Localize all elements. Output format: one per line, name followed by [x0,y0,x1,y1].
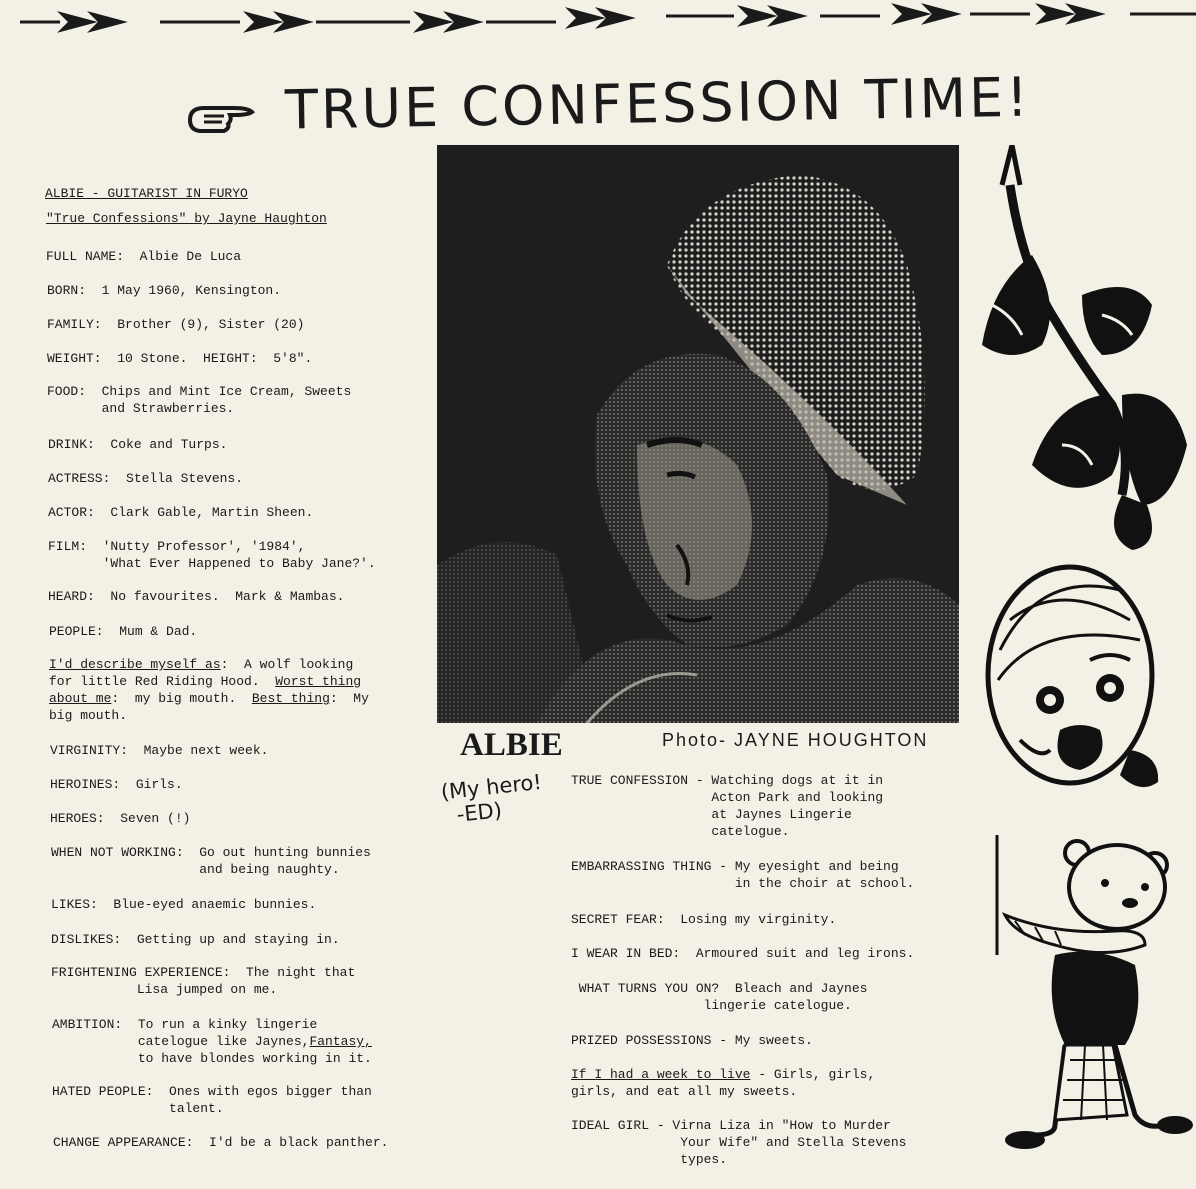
heard-entry: HEARD: No favourites. Mark & Mambas. [48,589,345,604]
describe-label: I'd describe myself as [49,657,221,672]
describe-entry [49,656,353,673]
best-label: Best thing [251,691,330,706]
ambition-line-3: to have blondes working in it. [52,1051,372,1066]
family-entry: FAMILY: Brother (9), Sister (20) [47,317,305,332]
secret-fear-entry: SECRET FEAR: Losing my virginity. [571,912,837,927]
thistle-drawing [972,145,1194,555]
describe-line-2-text: for little Red Riding Hood. [49,674,276,689]
editor-note: (My hero! -ED) [439,769,543,829]
worst-label: Worst thing [275,674,362,689]
albie-photo [437,145,959,723]
ambition-entry: AMBITION: To run a kinky lingerie [52,1017,318,1032]
article-byline: "True Confessions" by Jayne Haughton [46,211,327,226]
ambition-line-2-text: catelogue like Jaynes, [52,1034,310,1049]
change-appearance-entry: CHANGE APPEARANCE: I'd be a black panther. [53,1135,389,1150]
worst-text: : my big mouth. [111,691,252,706]
frightening-entry: FRIGHTENING EXPERIENCE: The night that Lisa jumped on me. [51,965,356,997]
actor-entry: ACTOR: Clark Gable, Martin Sheen. [48,505,314,520]
turns-on-entry: WHAT TURNS YOU ON? Bleach and Jaynes lingerie catelogue. [578,981,868,1013]
true-confession-entry: TRUE CONFESSION - Watching dogs at it in Acton Park and looking at Jaynes Lingerie catelogue. [571,773,884,839]
week-line-2: girls, and eat all my sweets. [571,1084,798,1099]
dislikes-entry: DISLIKES: Getting up and staying in. [51,932,340,947]
describe-line-3 [49,690,369,707]
people-entry: PEOPLE: Mum & Dad. [49,624,198,639]
heroes-entry: HEROES: Seven (!) [50,811,191,826]
grotesque-face-drawing [980,560,1172,800]
heroines-entry: HEROINES: Girls. [50,777,183,792]
describe-line-2 [49,673,361,690]
hated-people-entry: HATED PEOPLE: Ones with egos bigger than talent. [52,1084,372,1116]
ambition-line-2 [52,1033,372,1050]
weight-entry: WEIGHT: 10 Stone. HEIGHT: 5'8". [47,351,313,366]
likes-entry: LIKES: Blue-eyed anaemic bunnies. [51,897,317,912]
drink-entry: DRINK: Coke and Turps. [48,437,228,452]
pointing-hand-icon [186,98,256,138]
describe-text: : A wolf looking [220,657,354,672]
actress-entry: ACTRESS: Stella Stevens. [48,471,244,486]
wear-in-bed-entry: I WEAR IN BED: Armoured suit and leg irons. [571,946,915,961]
ideal-girl-entry: IDEAL GIRL - Virna Liza in "How to Murder Your Wife" and Stella Stevens types. [571,1118,907,1167]
film-entry: FILM: 'Nutty Professor', '1984', 'What Ever Happened to Baby Jane?'. [48,539,376,571]
prized-possessions-entry: PRIZED POSSESSIONS - My sweets. [571,1033,813,1048]
week-label: If I had a week to live [571,1067,751,1082]
best-text: : My [329,691,369,706]
born-entry: BORN: 1 May 1960, Kensington. [47,283,282,298]
article-heading: ALBIE - GUITARIST IN FURYO [45,186,248,201]
full-name-entry: FULL NAME: Albie De Luca [46,249,242,264]
fantasy-label: Fantasy, [309,1034,372,1049]
when-not-working-entry: WHEN NOT WORKING: Go out hunting bunnies and being naughty. [51,845,371,877]
virginity-entry: VIRGINITY: Maybe next week. [50,743,269,758]
arrow-border-icon [0,0,1196,40]
describe-line-4: big mouth. [49,708,128,723]
photo-credit: Photo- JAYNE HOUGHTON [662,730,929,750]
caption-name: ALBIE [460,727,563,763]
headline: TRUE CONFESSION TIME! [284,65,1032,142]
week-text: - Girls, girls, [750,1067,876,1082]
embarrassing-entry: EMBARRASSING THING - My eyesight and being in the choir at school. [571,859,915,891]
food-entry: FOOD: Chips and Mint Ice Cream, Sweets and Strawberries. [47,384,352,416]
bear-drawing [995,835,1195,1165]
week-to-live-entry [571,1066,875,1083]
worst-label-2: about me [49,691,112,706]
